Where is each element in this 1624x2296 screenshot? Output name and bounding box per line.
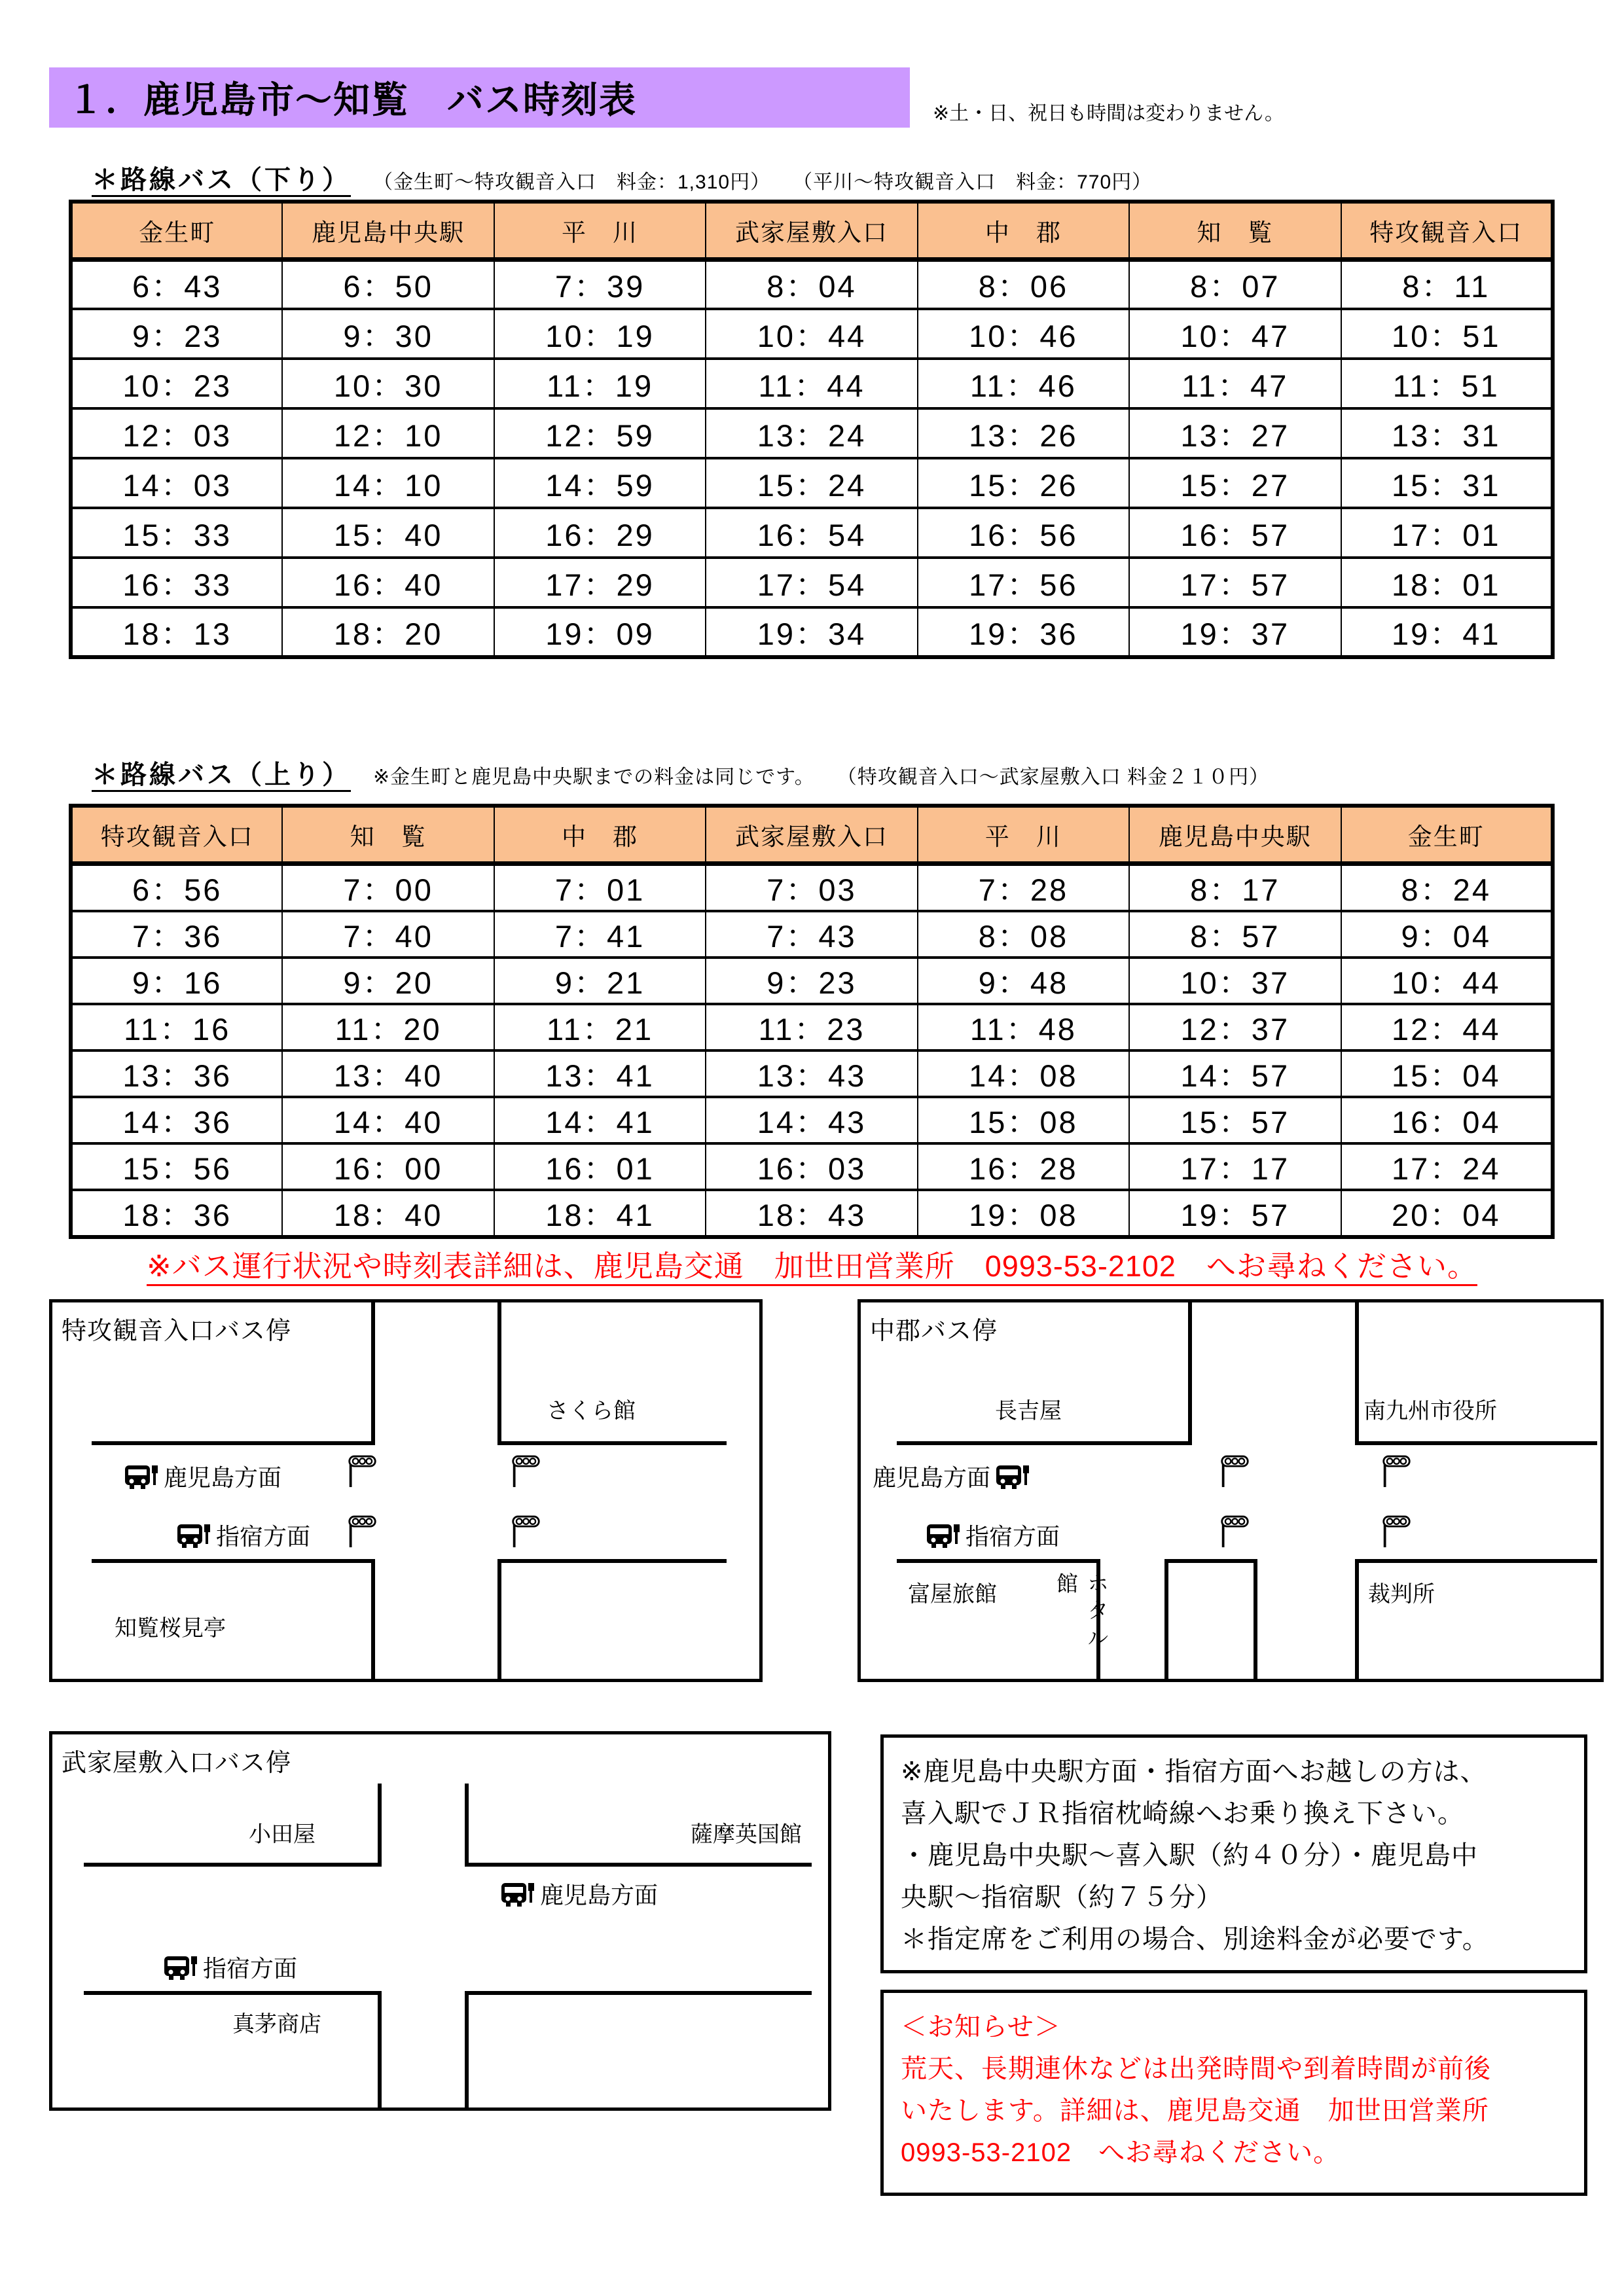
- timetable-row: [71, 508, 1553, 558]
- text-line: ※鹿児島中央駅方面・指宿方面へお越しの方は、: [901, 1757, 1487, 1786]
- time-cell: 16：54: [706, 508, 917, 558]
- time-cell: 16：01: [494, 1143, 706, 1190]
- time-cell: 16：04: [1341, 1097, 1553, 1143]
- timetable-row: [71, 458, 1553, 508]
- timetable-row: [71, 359, 1553, 408]
- road-line: [378, 1991, 382, 2108]
- timetable-row: [71, 607, 1553, 657]
- road-line: [371, 1302, 375, 1445]
- column-header: 鹿児島中央駅: [1129, 806, 1341, 863]
- column-header: 中 郡: [494, 806, 706, 863]
- road-line: [465, 1784, 469, 1865]
- time-cell: 6：56: [71, 863, 282, 911]
- time-cell: 15：27: [1129, 458, 1341, 508]
- road-line: [84, 1863, 382, 1867]
- time-cell: 17：54: [706, 558, 917, 607]
- road-line: [497, 1559, 727, 1563]
- time-cell: 7：39: [494, 259, 706, 309]
- timetable-row: [71, 958, 1553, 1004]
- bus-icon: [501, 1879, 535, 1909]
- time-cell: 15：33: [71, 508, 282, 558]
- column-header: 鹿児島中央駅: [282, 202, 494, 259]
- time-cell: 17：24: [1341, 1143, 1553, 1190]
- time-cell: 10：44: [1341, 958, 1553, 1004]
- direction-label: 鹿児島方面: [873, 1464, 991, 1491]
- time-cell: 9：30: [282, 309, 494, 359]
- time-cell: 17：57: [1129, 558, 1341, 607]
- landmark-label: 裁判所: [1368, 1582, 1435, 1607]
- traffic-signal-icon: [511, 1515, 541, 1550]
- time-cell: 16：29: [494, 508, 706, 558]
- text-line: ＜お知らせ＞: [901, 2013, 1061, 2041]
- time-cell: 9：16: [71, 958, 282, 1004]
- time-cell: 7：03: [706, 863, 917, 911]
- time-cell: 10：37: [1129, 958, 1341, 1004]
- time-cell: 18：41: [494, 1190, 706, 1237]
- time-cell: 15：24: [706, 458, 917, 508]
- traffic-signal-icon: [1219, 1515, 1250, 1550]
- time-cell: 15：26: [918, 458, 1129, 508]
- down-heading: ＊路線バス（下り）: [92, 166, 351, 194]
- time-cell: 19：37: [1129, 607, 1341, 657]
- landmark-label: 富屋旅館: [908, 1582, 997, 1607]
- time-cell: 8：17: [1129, 863, 1341, 911]
- time-cell: 12：10: [282, 408, 494, 458]
- road-line: [497, 1559, 501, 1679]
- time-cell: 17：17: [1129, 1143, 1341, 1190]
- up-fare-note-2: （特攻観音入口～武家屋敷入口 料金２１０円）: [837, 766, 1270, 788]
- jr-transfer-info-box: [880, 1734, 1587, 1973]
- time-cell: 11：44: [706, 359, 917, 408]
- time-cell: 19：34: [706, 607, 917, 657]
- time-cell: 14：03: [71, 458, 282, 508]
- timetable-row: [71, 1004, 1553, 1050]
- time-cell: 12：37: [1129, 1004, 1341, 1050]
- column-header: 中 郡: [918, 202, 1129, 259]
- time-cell: 10：44: [706, 309, 917, 359]
- landmark-label: 小田屋: [249, 1822, 316, 1847]
- time-cell: 16：57: [1129, 508, 1341, 558]
- timetable-row: [71, 1097, 1553, 1143]
- time-cell: 15：57: [1129, 1097, 1341, 1143]
- bus-icon: [177, 1520, 211, 1551]
- time-cell: 18：01: [1341, 558, 1553, 607]
- road-line: [465, 1863, 812, 1867]
- direction-label: 鹿児島方面: [164, 1464, 282, 1491]
- time-cell: 12：03: [71, 408, 282, 458]
- time-cell: 13：24: [706, 408, 917, 458]
- road-line: [1188, 1302, 1192, 1445]
- traffic-signal-icon: [511, 1455, 541, 1490]
- traffic-signal-icon: [1219, 1455, 1250, 1490]
- time-cell: 19：57: [1129, 1190, 1341, 1237]
- timetable-down: [69, 200, 1555, 659]
- announcement-box: [880, 1990, 1587, 2196]
- text-line: いたします。詳細は、鹿児島交通 加世田営業所: [901, 2096, 1489, 2125]
- time-cell: 11：47: [1129, 359, 1341, 408]
- timetable-row: [71, 558, 1553, 607]
- map-bukeyashiki-bus-stop: [49, 1731, 831, 2111]
- map-title: 中郡バス停: [870, 1318, 998, 1345]
- time-cell: 10：46: [918, 309, 1129, 359]
- column-header: 武家屋敷入口: [706, 806, 917, 863]
- time-cell: 13：26: [918, 408, 1129, 458]
- road-line: [1355, 1302, 1359, 1445]
- map-title: 特攻観音入口バス停: [62, 1318, 292, 1345]
- column-header: 金生町: [71, 202, 282, 259]
- map-title: 武家屋敷入口バス停: [62, 1749, 292, 1777]
- page-title-text: １．鹿児島市～知覧 バス時刻表: [67, 79, 637, 120]
- direction-kagoshima: [501, 1877, 658, 1910]
- time-cell: 9：04: [1341, 911, 1553, 958]
- timetable-row: [71, 1190, 1553, 1237]
- time-cell: 11：51: [1341, 359, 1553, 408]
- landmark-label: 薩摩英国館: [691, 1822, 802, 1847]
- time-cell: 10：51: [1341, 309, 1553, 359]
- time-cell: 17：56: [918, 558, 1129, 607]
- time-cell: 19：08: [918, 1190, 1129, 1237]
- bus-icon: [164, 1952, 198, 1982]
- time-cell: 8：57: [1129, 911, 1341, 958]
- time-cell: 10：47: [1129, 309, 1341, 359]
- column-header: 特攻観音入口: [71, 806, 282, 863]
- time-cell: 13：27: [1129, 408, 1341, 458]
- landmark-label: 南九州市役所: [1363, 1399, 1497, 1424]
- time-cell: 15：04: [1341, 1050, 1553, 1097]
- time-cell: 19：09: [494, 607, 706, 657]
- timetable-row: [71, 259, 1553, 309]
- time-cell: 9：23: [71, 309, 282, 359]
- time-cell: 16：00: [282, 1143, 494, 1190]
- time-cell: 8：07: [1129, 259, 1341, 309]
- time-cell: 14：41: [494, 1097, 706, 1143]
- road-line: [1254, 1559, 1257, 1679]
- timetable-row: [71, 911, 1553, 958]
- road-line: [84, 1991, 382, 1995]
- bus-icon: [926, 1520, 960, 1551]
- direction-ibusuki: [926, 1518, 1060, 1552]
- traffic-signal-icon: [347, 1455, 378, 1490]
- time-cell: 13：36: [71, 1050, 282, 1097]
- time-cell: 10：30: [282, 359, 494, 408]
- time-cell: 13：31: [1341, 408, 1553, 458]
- time-cell: 16：40: [282, 558, 494, 607]
- time-cell: 9：21: [494, 958, 706, 1004]
- road-line: [497, 1441, 727, 1445]
- landmark-label: 知覧桜見亭: [115, 1616, 226, 1641]
- time-cell: 14：59: [494, 458, 706, 508]
- road-line: [897, 1559, 1100, 1563]
- up-subtitle: [92, 754, 1269, 791]
- time-cell: 16：33: [71, 558, 282, 607]
- timetable-row: [71, 1050, 1553, 1097]
- time-cell: 13：41: [494, 1050, 706, 1097]
- time-cell: 6：50: [282, 259, 494, 309]
- time-cell: 16：56: [918, 508, 1129, 558]
- bus-icon: [996, 1462, 1030, 1492]
- direction-kagoshima: [873, 1460, 1030, 1493]
- road-line: [1355, 1441, 1597, 1445]
- timetable-up: [69, 804, 1555, 1239]
- timetable-row: [71, 408, 1553, 458]
- time-cell: 18：36: [71, 1190, 282, 1237]
- column-header: 平 川: [918, 806, 1129, 863]
- text-line: 荒天、長期連休などは出発時間や到着時間が前後: [901, 2054, 1491, 2083]
- down-fare-note-1: （金生町～特攻観音入口 料金：1,310円）: [373, 171, 771, 193]
- time-cell: 8：06: [918, 259, 1129, 309]
- time-cell: 16：03: [706, 1143, 917, 1190]
- landmark-label: さくら館: [547, 1399, 636, 1424]
- direction-label: 指宿方面: [216, 1523, 311, 1550]
- column-header: 知 覧: [1129, 202, 1341, 259]
- time-cell: 10：23: [71, 359, 282, 408]
- time-cell: 11：46: [918, 359, 1129, 408]
- road-line: [92, 1559, 375, 1563]
- road-line: [1355, 1559, 1359, 1679]
- time-cell: 15：31: [1341, 458, 1553, 508]
- time-cell: 9：23: [706, 958, 917, 1004]
- time-cell: 14：36: [71, 1097, 282, 1143]
- direction-label: 指宿方面: [203, 1955, 298, 1982]
- map-nakagori-bus-stop: [857, 1299, 1604, 1682]
- map-tokko-kannon-bus-stop: [49, 1299, 763, 1682]
- time-cell: 9：20: [282, 958, 494, 1004]
- direction-label: 指宿方面: [965, 1523, 1060, 1550]
- time-cell: 7：36: [71, 911, 282, 958]
- down-fare-note-2: （平川～特攻観音入口 料金：770円）: [793, 171, 1153, 193]
- landmark-label: ホタル館: [1054, 1572, 1109, 1653]
- road-line: [371, 1559, 375, 1679]
- time-cell: 12：59: [494, 408, 706, 458]
- landmark-label: 長吉屋: [995, 1399, 1062, 1424]
- time-cell: 13：40: [282, 1050, 494, 1097]
- column-header: 特攻観音入口: [1341, 202, 1553, 259]
- time-cell: 11：48: [918, 1004, 1129, 1050]
- road-line: [497, 1302, 501, 1445]
- direction-label: 鹿児島方面: [540, 1882, 659, 1909]
- time-cell: 18：40: [282, 1190, 494, 1237]
- road-line: [1355, 1559, 1597, 1563]
- time-cell: 11：16: [71, 1004, 282, 1050]
- traffic-signal-icon: [347, 1515, 378, 1550]
- landmark-label: 真茅商店: [232, 2012, 321, 2037]
- down-subtitle: [92, 159, 1152, 196]
- time-cell: 8：11: [1341, 259, 1553, 309]
- time-cell: 10：19: [494, 309, 706, 359]
- time-cell: 14：57: [1129, 1050, 1341, 1097]
- time-cell: 6：43: [71, 259, 282, 309]
- time-cell: 18：43: [706, 1190, 917, 1237]
- time-cell: 20：04: [1341, 1190, 1553, 1237]
- page-title: [49, 67, 910, 128]
- road-line: [378, 1784, 382, 1865]
- time-cell: 11：23: [706, 1004, 917, 1050]
- time-cell: 17：01: [1341, 508, 1553, 558]
- direction-ibusuki: [164, 1950, 297, 1984]
- traffic-signal-icon: [1381, 1515, 1412, 1550]
- road-line: [465, 1991, 812, 1995]
- time-cell: 7：43: [706, 911, 917, 958]
- time-cell: 19：41: [1341, 607, 1553, 657]
- time-cell: 12：44: [1341, 1004, 1553, 1050]
- time-cell: 14：08: [918, 1050, 1129, 1097]
- time-cell: 19：36: [918, 607, 1129, 657]
- text-line: ＊指定席をご利用の場合、別途料金が必要です。: [901, 1925, 1489, 1954]
- time-cell: 7：28: [918, 863, 1129, 911]
- column-header: 金生町: [1341, 806, 1553, 863]
- time-cell: 8：24: [1341, 863, 1553, 911]
- time-cell: 13：43: [706, 1050, 917, 1097]
- time-cell: 15：08: [918, 1097, 1129, 1143]
- road-line: [92, 1441, 375, 1445]
- time-cell: 9：48: [918, 958, 1129, 1004]
- text-line: 0993-53-2102 へお尋ねください。: [901, 2138, 1341, 2167]
- time-cell: 11：21: [494, 1004, 706, 1050]
- time-cell: 8：04: [706, 259, 917, 309]
- road-line: [1164, 1559, 1257, 1563]
- time-cell: 8：08: [918, 911, 1129, 958]
- road-line: [897, 1441, 1192, 1445]
- text-line: 央駅～指宿駅（約７５分）: [901, 1883, 1223, 1912]
- time-cell: 16：28: [918, 1143, 1129, 1190]
- time-cell: 14：10: [282, 458, 494, 508]
- title-note: ※土・日、祝日も時間は変わりません。: [933, 103, 1284, 124]
- contact-notice: ※バス運行状況や時刻表詳細は、鹿児島交通 加世田営業所 0993-53-2102 へお尋ねください。: [147, 1249, 1477, 1283]
- column-header: 武家屋敷入口: [706, 202, 917, 259]
- direction-ibusuki: [177, 1518, 310, 1552]
- time-cell: 7：01: [494, 863, 706, 911]
- timetable-row: [71, 863, 1553, 911]
- time-cell: 15：56: [71, 1143, 282, 1190]
- time-cell: 18：20: [282, 607, 494, 657]
- bus-icon: [124, 1462, 158, 1492]
- text-line: ・鹿児島中央駅～喜入駅（約４０分）・鹿児島中: [901, 1841, 1478, 1870]
- time-cell: 14：40: [282, 1097, 494, 1143]
- time-cell: 7：00: [282, 863, 494, 911]
- column-header: 平 川: [494, 202, 706, 259]
- time-cell: 18：13: [71, 607, 282, 657]
- time-cell: 17：29: [494, 558, 706, 607]
- direction-kagoshima: [124, 1460, 281, 1493]
- up-heading: ＊路線バス（上り）: [92, 761, 351, 789]
- timetable-row: [71, 1143, 1553, 1190]
- time-cell: 11：19: [494, 359, 706, 408]
- column-header: 知 覧: [282, 806, 494, 863]
- timetable-row: [71, 309, 1553, 359]
- up-fare-note-1: ※金生町と鹿児島中央駅までの料金は同じです。: [373, 766, 815, 788]
- road-line: [1164, 1559, 1168, 1679]
- time-cell: 15：40: [282, 508, 494, 558]
- traffic-signal-icon: [1381, 1455, 1412, 1490]
- time-cell: 14：43: [706, 1097, 917, 1143]
- time-cell: 11：20: [282, 1004, 494, 1050]
- time-cell: 7：40: [282, 911, 494, 958]
- time-cell: 7：41: [494, 911, 706, 958]
- road-line: [465, 1991, 469, 2108]
- text-line: 喜入駅でＪＲ指宿枕崎線へお乗り換え下さい。: [901, 1799, 1464, 1828]
